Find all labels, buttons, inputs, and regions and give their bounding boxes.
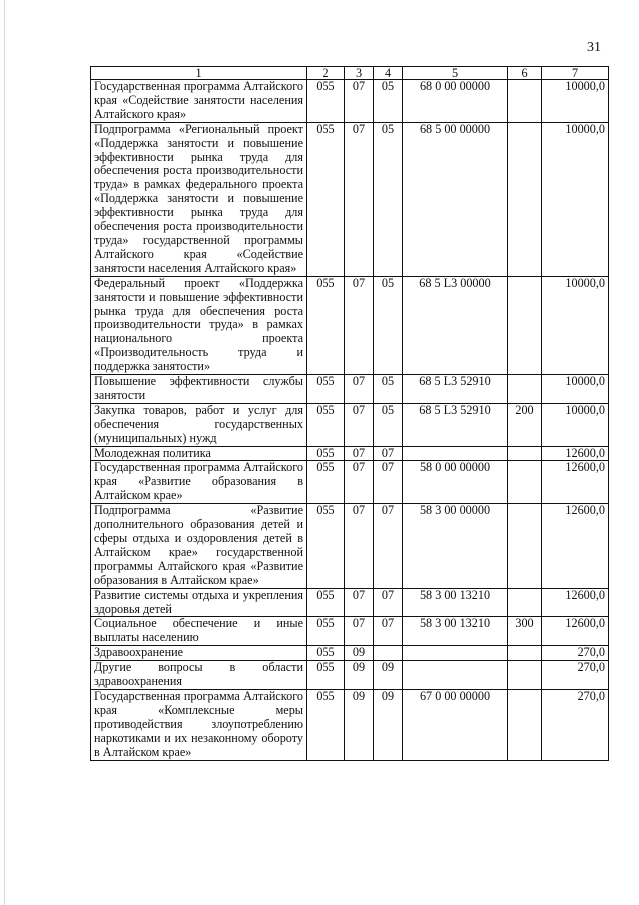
ministry-code-cell: 055 [307, 403, 345, 446]
amount-cell: 10000,0 [542, 276, 609, 374]
row-name-cell: Федеральный проект «Поддержка занятости и повышение эффективности рынка труда для обеспечения роста производительности труда» в рамках национального проекта «Производительность труда и поддержка занятости» [91, 276, 307, 374]
target-item-cell: 68 5 L3 52910 [403, 403, 508, 446]
table-row [91, 646, 609, 661]
subsection-code-cell: 07 [374, 504, 403, 588]
target-item-cell: 58 0 00 00000 [403, 461, 508, 504]
section-code-cell: 07 [345, 80, 374, 123]
table-row [91, 276, 609, 374]
section-code-cell: 07 [345, 122, 374, 276]
column-header-expense-type: 6 [508, 67, 542, 80]
target-item-cell: 68 5 00 00000 [403, 122, 508, 276]
ministry-code-cell: 055 [307, 446, 345, 461]
table-row [91, 689, 609, 760]
target-item-cell [403, 446, 508, 461]
expense-type-cell [508, 276, 542, 374]
row-name-cell: Государственная программа Алтайского края «Развитие образования в Алтайском крае» [91, 461, 307, 504]
section-code-cell: 09 [345, 646, 374, 661]
expense-type-cell [508, 122, 542, 276]
table-row [91, 617, 609, 646]
subsection-code-cell: 07 [374, 617, 403, 646]
ministry-code-cell: 055 [307, 375, 345, 404]
amount-cell: 270,0 [542, 661, 609, 690]
section-code-cell: 07 [345, 375, 374, 404]
ministry-code-cell: 055 [307, 617, 345, 646]
expense-type-cell: 200 [508, 403, 542, 446]
column-header-amount: 7 [542, 67, 609, 80]
amount-cell: 10000,0 [542, 122, 609, 276]
ministry-code-cell: 055 [307, 461, 345, 504]
table-body [91, 80, 609, 761]
row-name-cell: Здравоохранение [91, 646, 307, 661]
row-name-cell: Государственная программа Алтайского края «Содействие занятости населения Алтайского края» [91, 80, 307, 123]
subsection-code-cell: 05 [374, 276, 403, 374]
target-item-cell: 58 3 00 13210 [403, 588, 508, 617]
amount-cell: 10000,0 [542, 375, 609, 404]
ministry-code-cell: 055 [307, 276, 345, 374]
target-item-cell: 67 0 00 00000 [403, 689, 508, 760]
table-row [91, 461, 609, 504]
row-name-cell: Другие вопросы в области здравоохранения [91, 661, 307, 690]
subsection-code-cell: 07 [374, 461, 403, 504]
target-item-cell [403, 661, 508, 690]
expense-type-cell [508, 80, 542, 123]
amount-cell: 12600,0 [542, 588, 609, 617]
subsection-code-cell: 05 [374, 122, 403, 276]
row-name-cell: Социальное обеспечение и иные выплаты населению [91, 617, 307, 646]
expense-type-cell [508, 375, 542, 404]
ministry-code-cell: 055 [307, 80, 345, 123]
column-header-subsection: 4 [374, 67, 403, 80]
amount-cell: 12600,0 [542, 617, 609, 646]
target-item-cell: 68 0 00 00000 [403, 80, 508, 123]
expense-type-cell [508, 504, 542, 588]
amount-cell: 10000,0 [542, 80, 609, 123]
row-name-cell: Молодежная политика [91, 446, 307, 461]
column-header-section: 3 [345, 67, 374, 80]
target-item-cell [403, 646, 508, 661]
subsection-code-cell [374, 646, 403, 661]
section-code-cell: 07 [345, 461, 374, 504]
section-code-cell: 09 [345, 689, 374, 760]
subsection-code-cell: 09 [374, 689, 403, 760]
amount-cell: 12600,0 [542, 504, 609, 588]
ministry-code-cell: 055 [307, 504, 345, 588]
ministry-code-cell: 055 [307, 661, 345, 690]
column-header-target-item: 5 [403, 67, 508, 80]
target-item-cell: 68 5 L3 00000 [403, 276, 508, 374]
ministry-code-cell: 055 [307, 689, 345, 760]
amount-cell: 270,0 [542, 689, 609, 760]
expense-type-cell [508, 646, 542, 661]
expense-type-cell: 300 [508, 617, 542, 646]
table-header-row [91, 67, 609, 80]
subsection-code-cell: 05 [374, 403, 403, 446]
ministry-code-cell: 055 [307, 588, 345, 617]
row-name-cell: Развитие системы отдыха и укрепления здоровья детей [91, 588, 307, 617]
amount-cell: 12600,0 [542, 461, 609, 504]
table-row [91, 504, 609, 588]
subsection-code-cell: 05 [374, 80, 403, 123]
section-code-cell: 07 [345, 446, 374, 461]
section-code-cell: 07 [345, 276, 374, 374]
row-name-cell: Закупка товаров, работ и услуг для обеспечения государственных (муниципальных) нужд [91, 403, 307, 446]
row-name-cell: Подпрограмма «Региональный проект «Поддержка занятости и повышение эффективности рынка труда для обеспечения роста производительности труда» в рамках федерального проекта «Поддержка занятости и повышение эффективности рынка труда для обеспечения роста производительности труда» государственной программы Алтайского края «Содействие занятости населения Алтайского края» [91, 122, 307, 276]
row-name-cell: Подпрограмма «Развитие дополнительного образования детей и сферы отдыха и оздоровления детей в Алтайском крае» государственной программы Алтайского края «Развитие образования в Алтайском крае» [91, 504, 307, 588]
subsection-code-cell: 05 [374, 375, 403, 404]
expense-type-cell [508, 588, 542, 617]
section-code-cell: 09 [345, 661, 374, 690]
subsection-code-cell: 07 [374, 446, 403, 461]
table-row [91, 375, 609, 404]
column-header-ministry: 2 [307, 67, 345, 80]
expense-type-cell [508, 661, 542, 690]
budget-table [90, 66, 609, 761]
subsection-code-cell: 09 [374, 661, 403, 690]
table-row [91, 403, 609, 446]
expense-type-cell [508, 461, 542, 504]
column-header-name: 1 [91, 67, 307, 80]
section-code-cell: 07 [345, 504, 374, 588]
row-name-cell: Государственная программа Алтайского края «Комплексные меры противодействия злоупотреблению наркотиками и их незаконному обороту в Алтайском крае» [91, 689, 307, 760]
table-row [91, 588, 609, 617]
section-code-cell: 07 [345, 588, 374, 617]
target-item-cell: 58 3 00 00000 [403, 504, 508, 588]
expense-type-cell [508, 689, 542, 760]
amount-cell: 10000,0 [542, 403, 609, 446]
amount-cell: 270,0 [542, 646, 609, 661]
table-row [91, 80, 609, 123]
amount-cell: 12600,0 [542, 446, 609, 461]
row-name-cell: Повышение эффективности службы занятости [91, 375, 307, 404]
section-code-cell: 07 [345, 403, 374, 446]
page-number: 31 [587, 40, 601, 55]
table-row [91, 122, 609, 276]
ministry-code-cell: 055 [307, 122, 345, 276]
target-item-cell: 58 3 00 13210 [403, 617, 508, 646]
page-edge-line [4, 0, 5, 905]
table-row [91, 446, 609, 461]
section-code-cell: 07 [345, 617, 374, 646]
target-item-cell: 68 5 L3 52910 [403, 375, 508, 404]
table-row [91, 661, 609, 690]
expense-type-cell [508, 446, 542, 461]
ministry-code-cell: 055 [307, 646, 345, 661]
subsection-code-cell: 07 [374, 588, 403, 617]
